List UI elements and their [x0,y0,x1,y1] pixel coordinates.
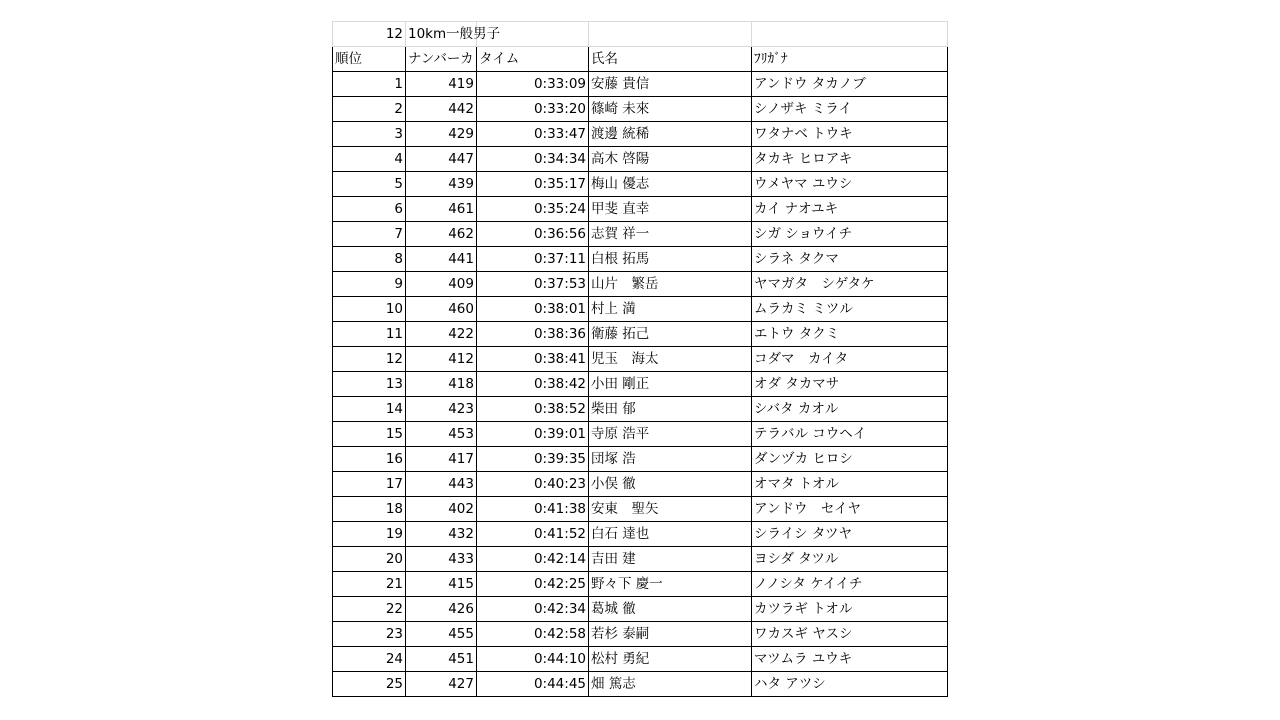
table-row [333,572,948,597]
bib-cell[interactable]: 433 [406,547,477,572]
table-row [333,397,948,422]
rank-cell[interactable]: 24 [333,647,406,672]
rank-cell[interactable]: 2 [333,97,406,122]
title-row [333,22,948,47]
bib-cell[interactable]: 442 [406,97,477,122]
rank-cell[interactable]: 8 [333,247,406,272]
time-cell[interactable]: 0:38:42 [477,372,589,397]
rank-cell[interactable]: 6 [333,197,406,222]
event-name-cell[interactable]: 10km一般男子 [406,22,477,47]
time-cell[interactable]: 0:41:52 [477,522,589,547]
table-row [333,172,948,197]
time-cell[interactable]: 0:36:56 [477,222,589,247]
bib-cell[interactable]: 455 [406,622,477,647]
table-row [333,122,948,147]
kana-cell[interactable]: エトウ タクミ [752,322,948,347]
bib-cell[interactable]: 460 [406,297,477,322]
table-row [333,422,948,447]
header-bib[interactable]: ナンバーカ [406,47,477,72]
kana-cell[interactable]: アンドウ タカノブ [752,72,948,97]
kana-cell[interactable]: ムラカミ ミツル [752,297,948,322]
name-cell[interactable]: 梅山 優志 [589,172,752,197]
time-cell[interactable]: 0:42:58 [477,622,589,647]
time-cell[interactable]: 0:33:09 [477,72,589,97]
bib-cell[interactable]: 402 [406,497,477,522]
results-table-body [333,22,948,697]
rank-cell[interactable]: 23 [333,622,406,647]
name-cell[interactable]: 団塚 浩 [589,447,752,472]
rank-cell[interactable]: 1 [333,72,406,97]
bib-cell[interactable]: 426 [406,597,477,622]
table-row [333,372,948,397]
kana-cell[interactable]: アンドウ セイヤ [752,497,948,522]
time-cell[interactable]: 0:42:14 [477,547,589,572]
rank-cell[interactable]: 16 [333,447,406,472]
rank-cell[interactable]: 13 [333,372,406,397]
name-cell[interactable]: 安東 聖矢 [589,497,752,522]
rank-cell[interactable]: 3 [333,122,406,147]
bib-cell[interactable]: 412 [406,347,477,372]
rank-cell[interactable]: 19 [333,522,406,547]
table-row [333,197,948,222]
name-cell[interactable]: 衛藤 拓己 [589,322,752,347]
time-cell[interactable]: 0:40:23 [477,472,589,497]
time-cell[interactable]: 0:33:47 [477,122,589,147]
kana-cell[interactable]: カイ ナオユキ [752,197,948,222]
name-cell[interactable]: 畑 篤志 [589,672,752,697]
table-row [333,647,948,672]
table-row [333,622,948,647]
table-row [333,322,948,347]
name-cell[interactable]: 若杉 泰嗣 [589,622,752,647]
kana-cell[interactable]: オマタ トオル [752,472,948,497]
bib-cell[interactable]: 417 [406,447,477,472]
kana-cell[interactable]: ダンヅカ ヒロシ [752,447,948,472]
name-cell[interactable]: 小俣 徹 [589,472,752,497]
rank-cell[interactable]: 25 [333,672,406,697]
header-time[interactable]: タイム [477,47,589,72]
table-row [333,297,948,322]
bib-cell[interactable]: 423 [406,397,477,422]
table-row [333,147,948,172]
kana-cell[interactable]: コダマ カイタ [752,347,948,372]
name-cell[interactable]: 小田 剛正 [589,372,752,397]
time-cell[interactable]: 0:33:20 [477,97,589,122]
kana-cell[interactable]: ウメヤマ ユウシ [752,172,948,197]
bib-cell[interactable]: 422 [406,322,477,347]
time-cell[interactable]: 0:34:34 [477,147,589,172]
time-cell[interactable]: 0:35:17 [477,172,589,197]
time-cell[interactable]: 0:38:01 [477,297,589,322]
table-row [333,347,948,372]
empty-cell[interactable] [589,22,752,47]
table-row [333,472,948,497]
table-row [333,497,948,522]
results-sheet [332,21,947,697]
bib-cell[interactable]: 453 [406,422,477,447]
bib-cell[interactable]: 415 [406,572,477,597]
header-row [333,47,948,72]
bib-cell[interactable]: 409 [406,272,477,297]
rank-cell[interactable]: 22 [333,597,406,622]
bib-cell[interactable]: 419 [406,72,477,97]
rank-cell[interactable]: 10 [333,297,406,322]
table-row [333,672,948,697]
table-row [333,72,948,97]
name-cell[interactable]: 葛城 徹 [589,597,752,622]
table-row [333,272,948,297]
time-cell[interactable]: 0:38:52 [477,397,589,422]
name-cell[interactable]: 高木 啓陽 [589,147,752,172]
table-row [333,222,948,247]
kana-cell[interactable]: ヨシダ タツル [752,547,948,572]
name-cell[interactable]: 寺原 浩平 [589,422,752,447]
name-cell[interactable]: 篠崎 未來 [589,97,752,122]
name-cell[interactable]: 志賀 祥一 [589,222,752,247]
bib-cell[interactable]: 447 [406,147,477,172]
time-cell[interactable]: 0:41:38 [477,497,589,522]
empty-cell[interactable] [752,22,948,47]
table-row [333,522,948,547]
rank-cell[interactable]: 5 [333,172,406,197]
rank-cell[interactable]: 20 [333,547,406,572]
rank-cell[interactable]: 17 [333,472,406,497]
table-row [333,547,948,572]
kana-cell[interactable]: タカキ ヒロアキ [752,147,948,172]
rank-cell[interactable]: 9 [333,272,406,297]
time-cell[interactable]: 0:42:34 [477,597,589,622]
kana-cell[interactable]: シライシ タツヤ [752,522,948,547]
name-cell[interactable]: 村上 満 [589,297,752,322]
header-rank[interactable]: 順位 [333,47,406,72]
name-cell[interactable]: 山片 繁岳 [589,272,752,297]
kana-cell[interactable]: シノザキ ミライ [752,97,948,122]
name-cell[interactable]: 渡邊 統稀 [589,122,752,147]
table-row [333,247,948,272]
table-row [333,597,948,622]
time-cell[interactable]: 0:39:35 [477,447,589,472]
name-cell[interactable]: 松村 勇紀 [589,647,752,672]
name-cell[interactable]: 吉田 建 [589,547,752,572]
kana-cell[interactable]: カツラギ トオル [752,597,948,622]
kana-cell[interactable]: シガ ショウイチ [752,222,948,247]
kana-cell[interactable]: ヤマガタ シゲタケ [752,272,948,297]
bib-cell[interactable]: 441 [406,247,477,272]
header-kana[interactable]: ﾌﾘｶﾞﾅ [752,47,948,72]
rank-cell[interactable]: 21 [333,572,406,597]
rank-cell[interactable]: 4 [333,147,406,172]
time-cell[interactable]: 0:39:01 [477,422,589,447]
time-cell[interactable]: 0:44:45 [477,672,589,697]
kana-cell[interactable]: ハタ アツシ [752,672,948,697]
bib-cell[interactable]: 462 [406,222,477,247]
bib-cell[interactable]: 427 [406,672,477,697]
rank-cell[interactable]: 14 [333,397,406,422]
time-cell[interactable]: 0:42:25 [477,572,589,597]
time-cell[interactable]: 0:38:41 [477,347,589,372]
header-name[interactable]: 氏名 [589,47,752,72]
table-row [333,97,948,122]
time-cell[interactable]: 0:44:10 [477,647,589,672]
bib-cell[interactable]: 432 [406,522,477,547]
kana-cell[interactable]: シバタ カオル [752,397,948,422]
time-cell[interactable]: 0:37:53 [477,272,589,297]
event-number-cell[interactable]: 12 [333,22,406,47]
name-cell[interactable]: 野々下 慶一 [589,572,752,597]
kana-cell[interactable]: オダ タカマサ [752,372,948,397]
kana-cell[interactable]: マツムラ ユウキ [752,647,948,672]
kana-cell[interactable]: ノノシタ ケイイチ [752,572,948,597]
results-table [332,21,948,697]
time-cell[interactable]: 0:37:11 [477,247,589,272]
bib-cell[interactable]: 451 [406,647,477,672]
bib-cell[interactable]: 429 [406,122,477,147]
table-row [333,447,948,472]
kana-cell[interactable]: ワタナベ トウキ [752,122,948,147]
name-cell[interactable]: 安藤 貴信 [589,72,752,97]
name-cell[interactable]: 白石 達也 [589,522,752,547]
name-cell[interactable]: 白根 拓馬 [589,247,752,272]
rank-cell[interactable]: 11 [333,322,406,347]
time-cell[interactable]: 0:35:24 [477,197,589,222]
kana-cell[interactable]: ワカスギ ヤスシ [752,622,948,647]
bib-cell[interactable]: 461 [406,197,477,222]
bib-cell[interactable]: 418 [406,372,477,397]
rank-cell[interactable]: 12 [333,347,406,372]
name-cell[interactable]: 児玉 海太 [589,347,752,372]
name-cell[interactable]: 柴田 郁 [589,397,752,422]
rank-cell[interactable]: 7 [333,222,406,247]
kana-cell[interactable]: シラネ タクマ [752,247,948,272]
kana-cell[interactable]: テラバル コウヘイ [752,422,948,447]
name-cell[interactable]: 甲斐 直幸 [589,197,752,222]
rank-cell[interactable]: 18 [333,497,406,522]
bib-cell[interactable]: 443 [406,472,477,497]
time-cell[interactable]: 0:38:36 [477,322,589,347]
bib-cell[interactable]: 439 [406,172,477,197]
rank-cell[interactable]: 15 [333,422,406,447]
